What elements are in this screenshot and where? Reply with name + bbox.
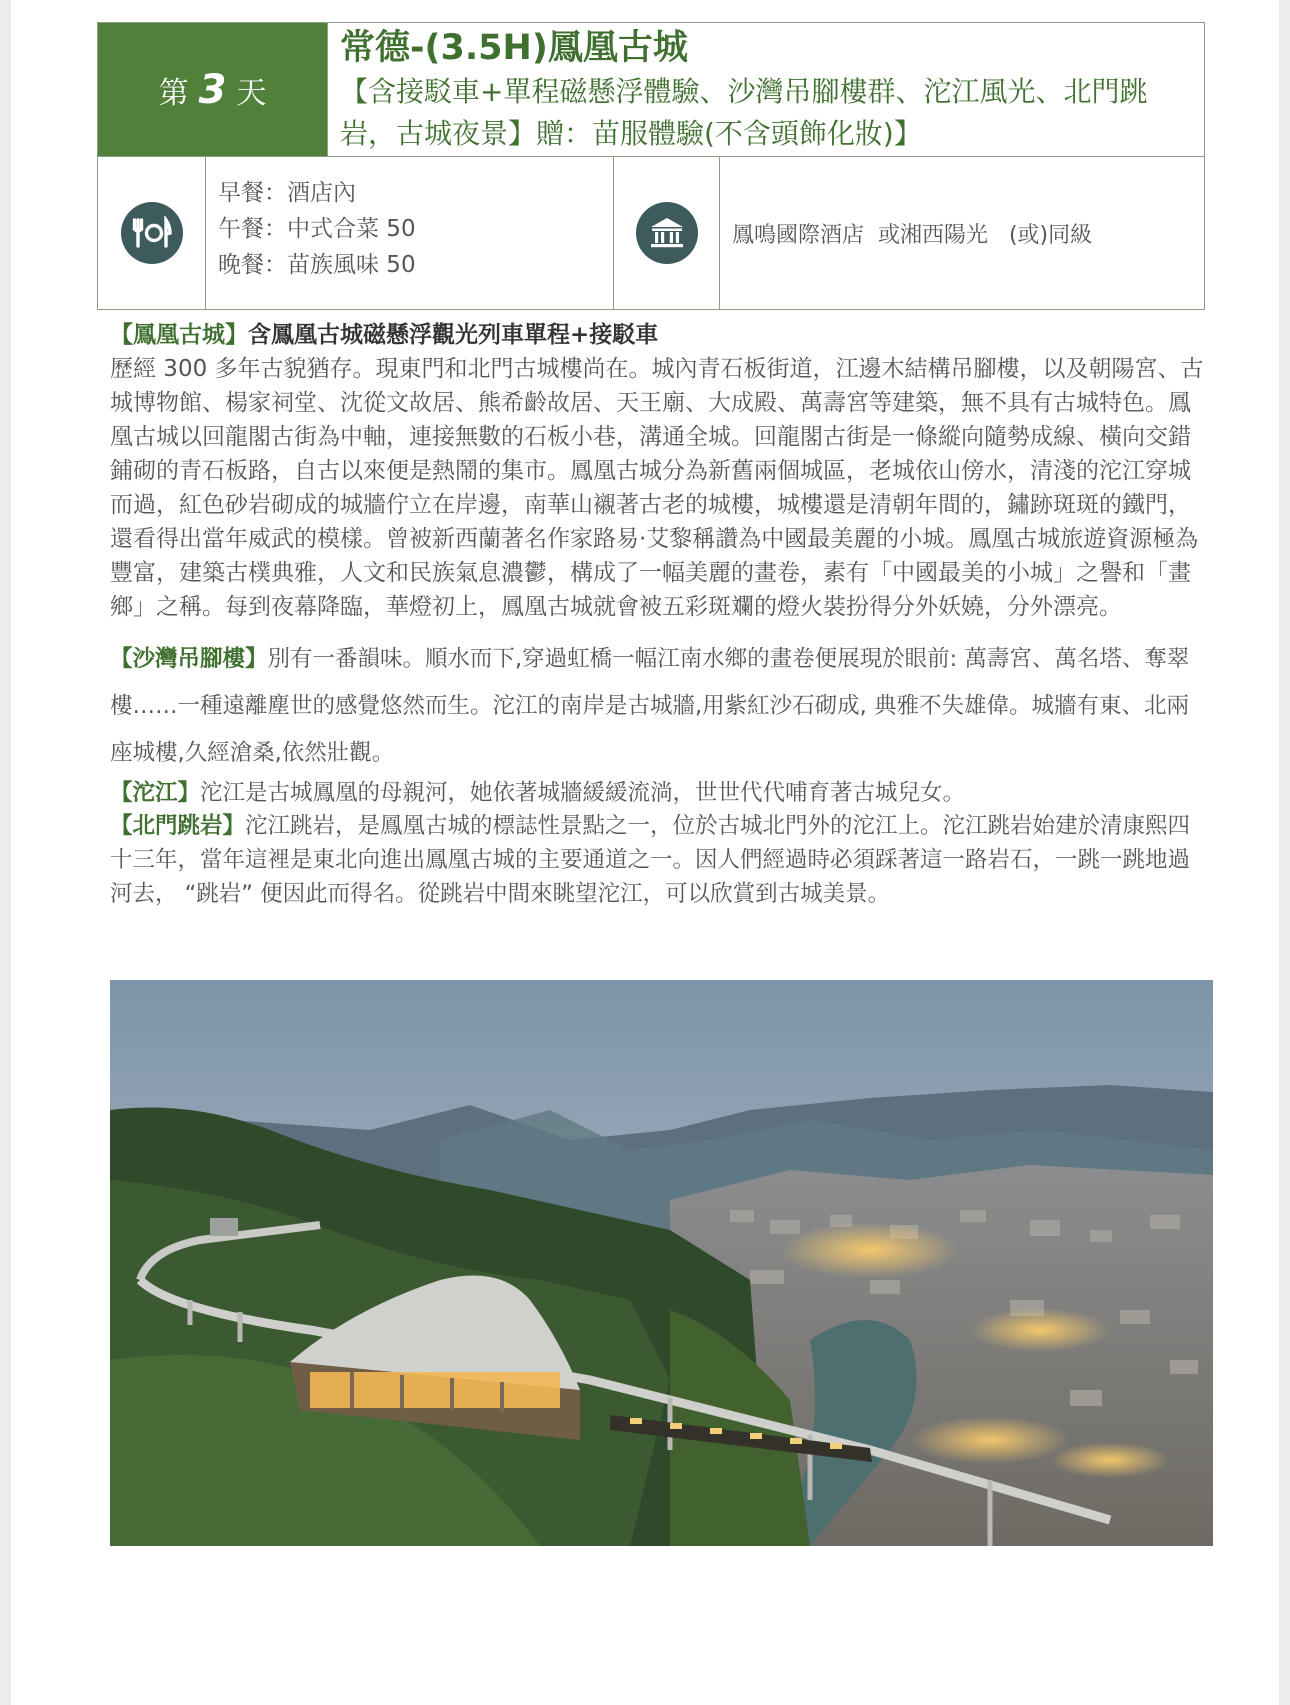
page — [11, 0, 1279, 1705]
tuojiang-section — [110, 777, 1210, 809]
lunch: 午餐：中式合菜 50 — [218, 216, 416, 242]
day-title — [328, 23, 1204, 157]
meal-icon-cell — [98, 157, 206, 309]
shawan-body: 別有一番韻味。順水而下,穿過虹橋一幅江南水鄉的畫卷便展現於眼前: 萬壽宮、萬名塔、奪翠樓……一種遠離塵世的感覺悠然而生。沱江的南岸是古城牆,用紫紅沙石砌成, 典雅不失雄偉。城牆有東、北兩座城樓,久經滄桑,依然壯觀。 — [110, 646, 1190, 766]
beimen-body: 沱江跳岩，是鳳凰古城的標誌性景點之一，位於古城北門外的沱江上。沱江跳岩始建於清康熙四十三年，當年這裡是東北向進出鳳凰古城的主要通道之一。因人們經過時必須踩著這一路岩石，一跳一跳地過河去， “跳岩” 便因此而得名。從跳岩中間來眺望沱江，可以欣賞到古城美景。 — [110, 813, 1191, 907]
shawan-section — [110, 636, 1210, 777]
fenghuang-maglev-photo — [110, 980, 1213, 1546]
day-suffix: 天 — [236, 75, 267, 111]
shawan-heading: 【沙灣吊腳樓】 — [110, 646, 268, 672]
hotel-cell — [720, 157, 1204, 309]
itinerary-content — [110, 318, 1210, 911]
tuojiang-heading: 【沱江】 — [110, 780, 201, 806]
day-itinerary-table — [97, 22, 1205, 310]
dinner: 晚餐：苗族風味 50 — [218, 252, 416, 278]
day-label — [98, 23, 328, 157]
phoenix-subtitle: 含鳳凰古城磁懸浮觀光列車單程+接駁車 — [248, 322, 659, 348]
hotel-icon-cell — [614, 157, 720, 309]
phoenix-body: 歷經 300 多年古貌猶存。現東門和北門古城樓尚在。城內青石板街道，江邊木結構吊腳樓，以及朝陽宮、古城博物館、楊家祠堂、沈從文故居、熊希齡故居、天王廟、大成殿、萬壽宮等建築，無不具有古城特色。鳳凰古城以回龍閣古街為中軸，連接無數的石板小巷，溝通全城。回龍閣古街是一條縱向隨勢成線、橫向交錯鋪砌的青石板路，自古以來便是熱鬧的集市。鳳凰古城分為新舊兩個城區，老城依山傍水，清淺的沱江穿城而過，紅色砂岩砌成的城牆佇立在岸邊，南華山襯著古老的城樓，城樓還是清朝年間的，鏽跡斑斑的鐵門，還看得出當年威武的模樣。曾被新西蘭著名作家路易·艾黎稱讚為中國最美麗的小城。鳳凰古城旅遊資源極為豐富，建築古樸典雅，人文和民族氣息濃鬱，構成了一幅美麗的畫卷，素有「中國最美的小城」之譽和「畫鄉」之稱。每到夜幕降臨，華燈初上，鳳凰古城就會被五彩斑斕的燈火裝扮得分外妖嬈，分外漂亮。 — [110, 356, 1204, 620]
route-highlights: 【含接駁車+單程磁懸浮體驗、沙灣吊腳樓群、沱江風光、北門跳岩，古城夜景】贈：苗服體驗(不含頭飾化妝)】 — [340, 75, 1148, 150]
hotel-name: 鳳鳴國際酒店 或湘西陽光 (或)同級 — [732, 222, 1093, 248]
phoenix-section — [110, 318, 1210, 624]
meal-icon — [121, 202, 183, 264]
meals-cell — [206, 157, 614, 309]
day-prefix: 第 — [158, 75, 189, 111]
breakfast: 早餐：酒店內 — [218, 180, 356, 206]
day-number: 3 — [198, 66, 227, 113]
phoenix-heading: 【鳳凰古城】 — [110, 322, 248, 348]
beimen-section — [110, 809, 1210, 911]
hotel-icon — [636, 202, 698, 264]
tuojiang-body: 沱江是古城鳳凰的母親河，她依著城牆緩緩流淌，世世代代哺育著古城兒女。 — [200, 780, 966, 806]
beimen-heading: 【北門跳岩】 — [110, 813, 246, 839]
route-title: 常德-(3.5H)鳳凰古城 — [340, 28, 688, 68]
